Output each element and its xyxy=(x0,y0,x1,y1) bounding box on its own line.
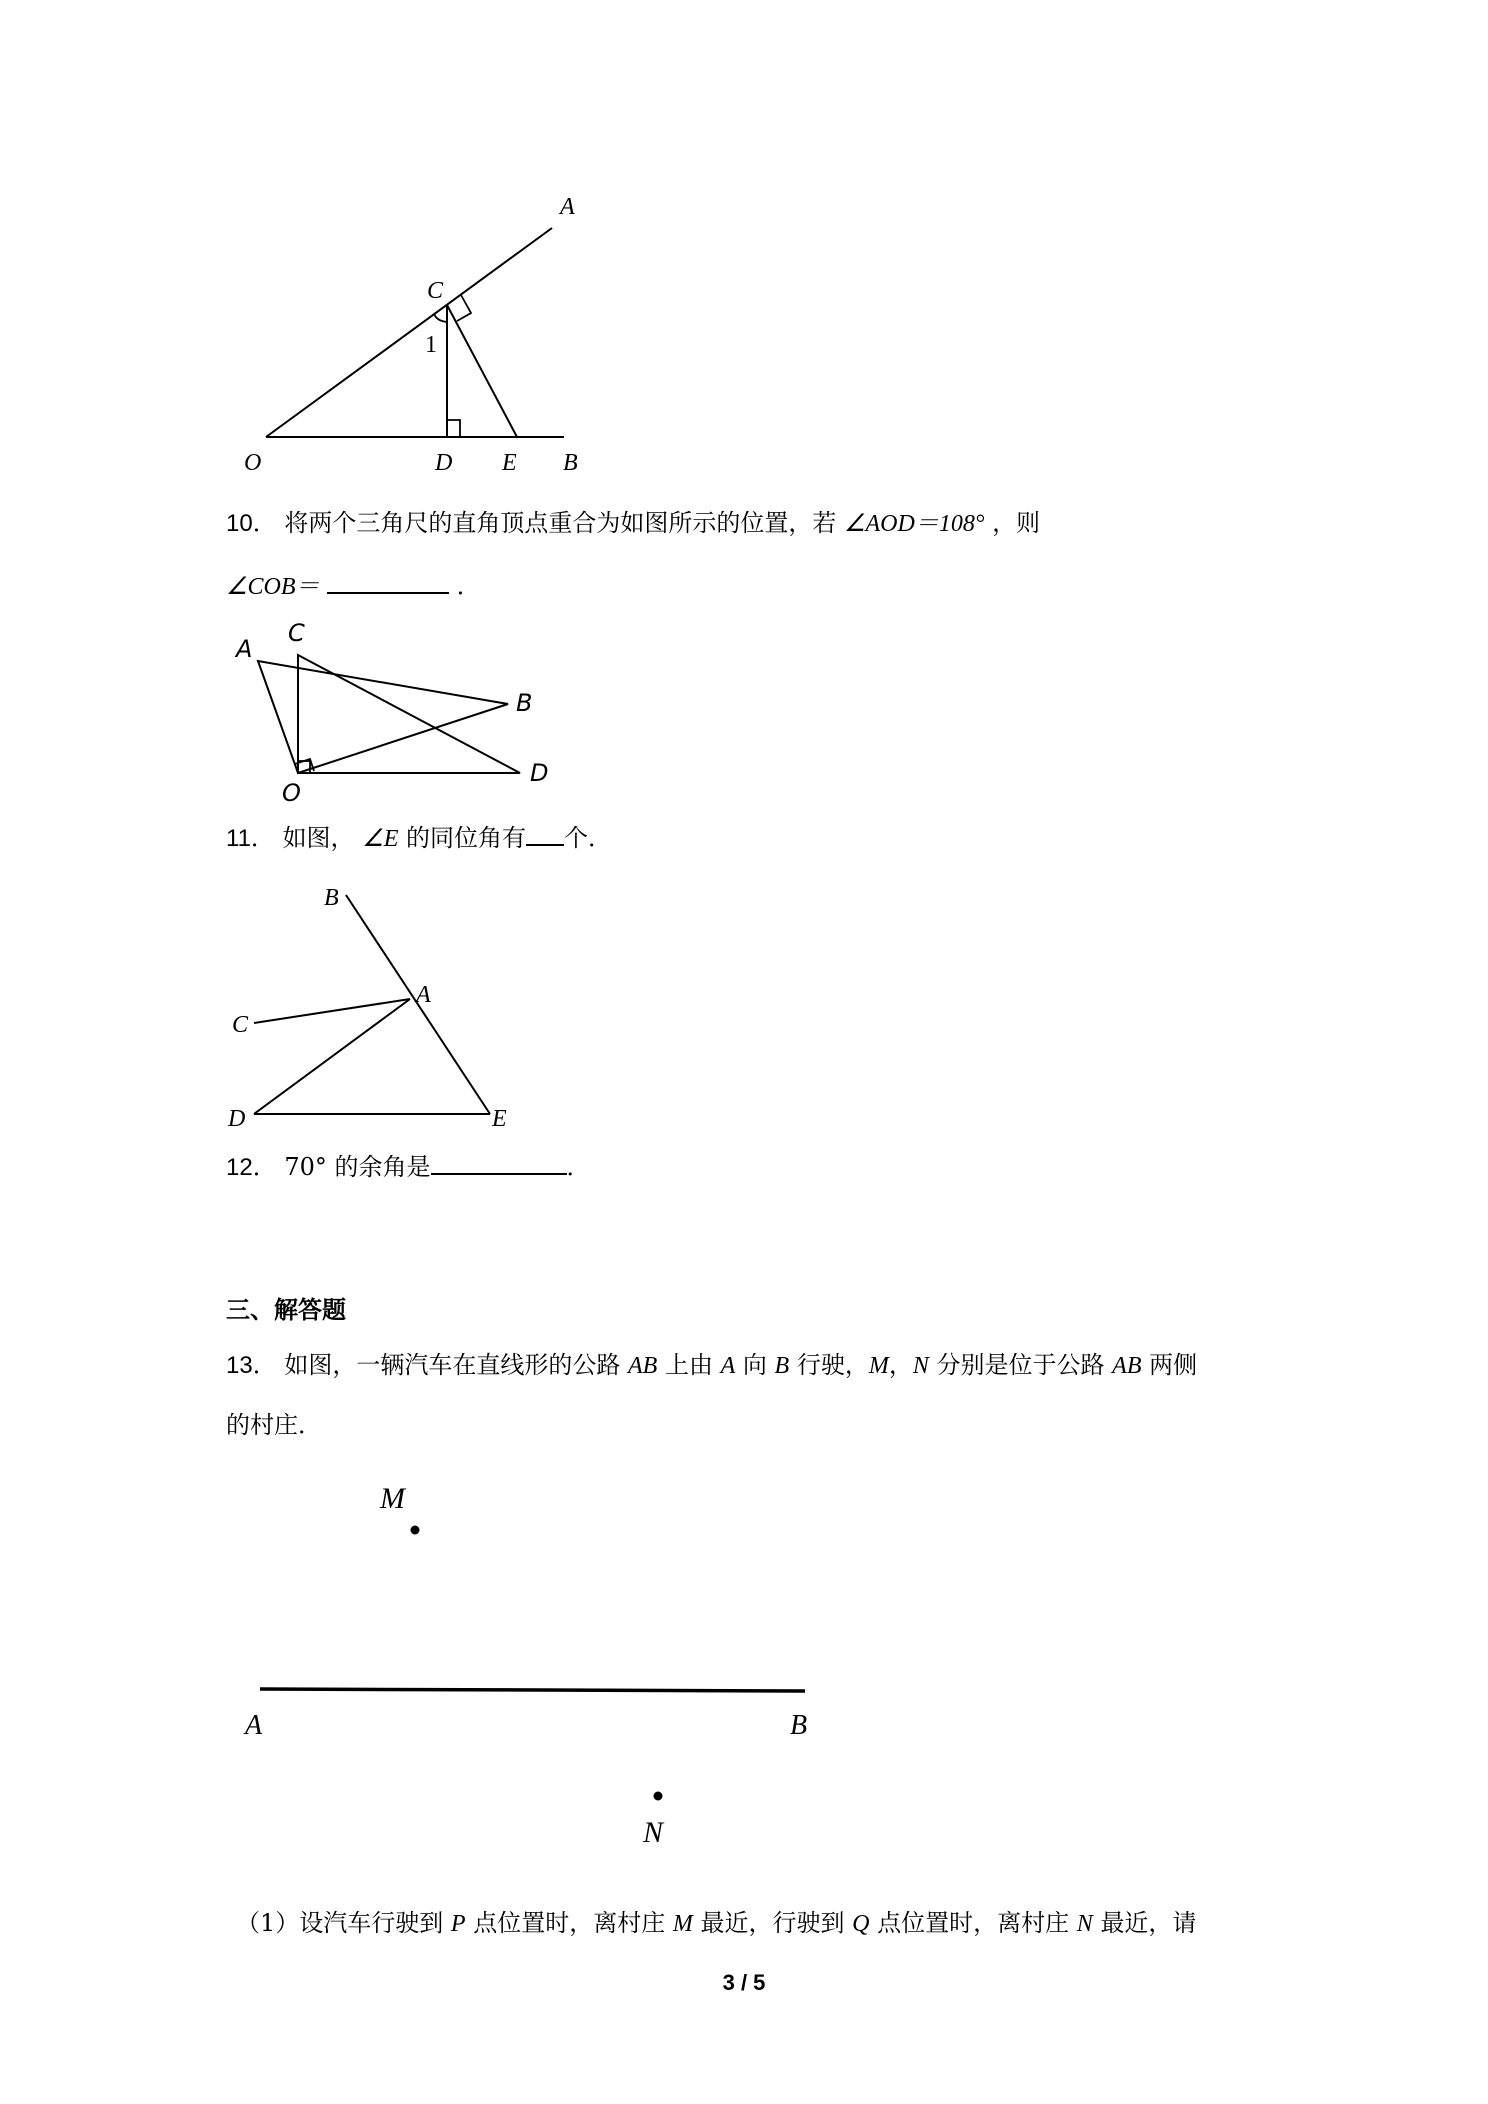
asked-angle: ∠COB＝ xyxy=(226,574,320,600)
answer-blank[interactable] xyxy=(327,570,449,594)
page-number: 3 / 5 xyxy=(722,1970,766,1995)
village-n-point xyxy=(654,1792,663,1801)
label-d: D xyxy=(228,1106,246,1132)
figure-q13 xyxy=(240,1480,840,1860)
triangle-cod xyxy=(298,655,520,773)
label-1: 1 xyxy=(425,332,437,358)
part1-text-3: 点位置时，离村庄 xyxy=(877,1909,1070,1937)
question-text-after: 个． xyxy=(564,824,613,852)
point-q: Q xyxy=(852,1911,870,1937)
q13-village-n: N xyxy=(912,1353,929,1379)
q13-road-ab: AB xyxy=(627,1353,658,1379)
given-angle: ∠AOD＝108° xyxy=(843,511,985,537)
question-end: ． xyxy=(566,1153,591,1181)
label-a: A xyxy=(236,635,253,663)
angle-1-arc xyxy=(434,314,447,322)
label-e: E xyxy=(492,1106,507,1132)
part1-prefix: （1）设汽车行驶到 xyxy=(236,1909,444,1937)
answer-blank[interactable] xyxy=(526,822,564,846)
section-heading: 三、解答题 xyxy=(226,1296,346,1324)
label-o: O xyxy=(244,450,262,476)
ray-oa xyxy=(266,228,552,437)
figure-q9 xyxy=(230,190,610,480)
right-angle-mark-d xyxy=(447,420,460,437)
label-a: A xyxy=(245,1710,263,1741)
q13-road-ab-2: AB xyxy=(1112,1353,1142,1379)
label-c: C xyxy=(427,278,444,304)
q13-point-a: A xyxy=(720,1353,736,1379)
question-number: 10． xyxy=(226,510,277,537)
label-n: N xyxy=(643,1816,664,1849)
q13-text-k: 分别是位于公路 xyxy=(936,1351,1105,1379)
question-13-line1 xyxy=(226,1350,1197,1381)
q13-text-line2: 的村庄． xyxy=(226,1411,322,1439)
label-a: A xyxy=(560,194,575,220)
right-angle-mark-c xyxy=(457,295,471,321)
label-d: D xyxy=(530,759,549,787)
q13-text-m: 两侧 xyxy=(1149,1351,1198,1379)
village-m: M xyxy=(672,1911,693,1937)
part1-text-4: 最近，请 xyxy=(1100,1909,1197,1937)
question-number: 12． xyxy=(226,1154,277,1181)
angle-e: ∠E xyxy=(362,826,399,852)
label-c: C xyxy=(288,619,305,647)
q13-text-c: 上由 xyxy=(664,1351,713,1379)
question-number: 13． xyxy=(226,1352,277,1379)
figure-q10 xyxy=(228,615,568,807)
figure-q11 xyxy=(228,875,528,1135)
label-a: A xyxy=(416,982,431,1008)
village-n: N xyxy=(1076,1911,1093,1937)
label-m: M xyxy=(380,1482,405,1515)
segment-ce xyxy=(447,305,517,437)
label-o: O xyxy=(282,779,301,807)
question-text: 将两个三角尺的直角顶点重合为如图所示的位置，若 xyxy=(284,509,837,537)
label-e: E xyxy=(502,450,517,476)
question-13-line2 xyxy=(226,1410,322,1440)
question-text: 的余角是 xyxy=(334,1153,431,1181)
part1-text-1: 点位置时，离村庄 xyxy=(473,1909,666,1937)
question-11 xyxy=(226,822,612,854)
label-c: C xyxy=(232,1012,249,1038)
question-12 xyxy=(226,1151,591,1183)
question-13-part1 xyxy=(236,1908,1196,1939)
road-ab xyxy=(260,1689,805,1691)
question-text-mid: 的同位角有 xyxy=(406,824,527,852)
label-b: B xyxy=(790,1710,808,1741)
answer-blank[interactable] xyxy=(431,1151,567,1175)
question-10-line1 xyxy=(226,508,1040,539)
question-end: ． xyxy=(456,572,481,600)
segment-da xyxy=(254,999,410,1114)
village-m-point xyxy=(411,1526,420,1535)
q13-text-i: ， xyxy=(888,1351,913,1379)
question-text-after: ，则 xyxy=(992,509,1041,537)
q13-text-g: 行驶， xyxy=(796,1351,869,1379)
q13-village-m: M xyxy=(868,1353,889,1379)
label-b: B xyxy=(516,689,533,717)
point-p: P xyxy=(450,1911,466,1937)
part1-text-2: 最近，行驶到 xyxy=(700,1909,845,1937)
question-10-line2 xyxy=(226,570,481,602)
q13-text-e: 向 xyxy=(742,1351,767,1379)
question-number: 11． xyxy=(226,825,275,852)
segment-ca xyxy=(254,999,410,1023)
q13-point-b: B xyxy=(774,1353,790,1379)
label-b: B xyxy=(563,450,578,476)
q13-text-a: 如图，一辆汽车在直线形的公路 xyxy=(284,1351,621,1379)
angle-value: 70° xyxy=(284,1153,327,1181)
triangle-aob xyxy=(258,661,508,773)
label-b: B xyxy=(324,885,339,911)
question-text: 如图， xyxy=(282,824,355,852)
label-d: D xyxy=(435,450,453,476)
